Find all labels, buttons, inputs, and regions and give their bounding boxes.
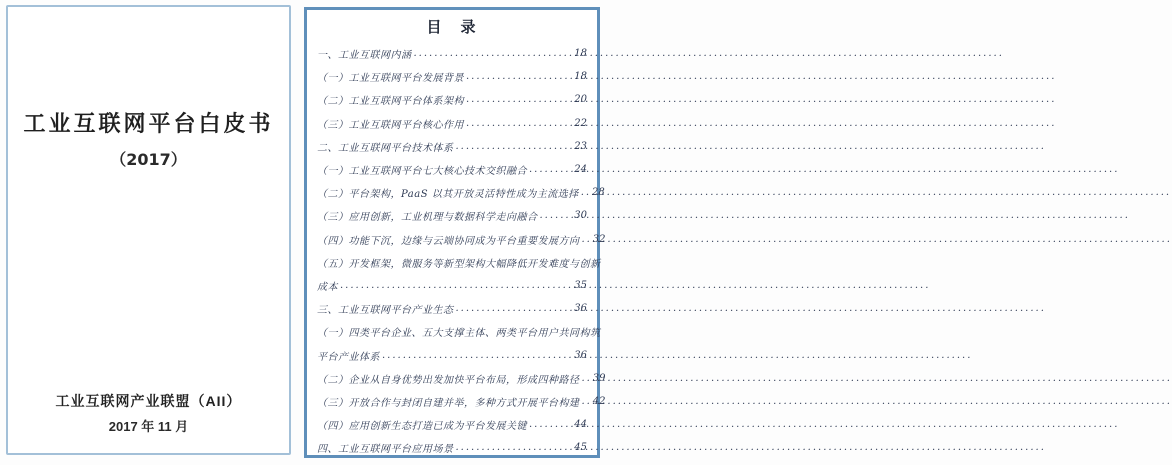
toc-entry-title: 四、工业互联网平台应用场景 — [317, 444, 454, 456]
toc-dot-leader — [582, 396, 586, 407]
toc-dot-leader — [466, 71, 567, 82]
toc-page-number: 18 — [574, 71, 587, 83]
toc-list — [307, 37, 606, 459]
toc-page-number: 44 — [574, 419, 587, 431]
cover-year: （2017） — [110, 150, 187, 169]
toc-entry-title: （五）开发框架，微服务等新型架构大幅降低开发难度与创新 — [317, 258, 601, 270]
toc-page-number: 24 — [574, 164, 587, 176]
toc-entry — [317, 42, 587, 65]
toc-page-number: 42 — [592, 395, 606, 407]
toc-entry-title: （二）企业从自身优势出发加快平台布局，形成四种路径 — [317, 374, 580, 386]
toc-entry-title: 一、工业互联网内涵 — [317, 50, 412, 62]
toc-entry — [317, 413, 587, 436]
cover-page — [6, 5, 291, 455]
toc-entry-title: （四）功能下沉，边缘与云端协同成为平台重要发展方向 — [317, 235, 580, 247]
toc-dot-leader — [382, 350, 567, 361]
toc-entry-title-continued: 成本 — [317, 281, 338, 293]
cover-date: 2017 年 11 月 — [108, 419, 189, 434]
toc-dot-leader — [582, 373, 586, 384]
toc-dot-leader — [466, 94, 567, 105]
toc-entry — [317, 112, 587, 135]
toc-entry-title: （二）平台架构，PaaS 以其开放灵活特性成为主流选择 — [317, 189, 579, 201]
toc-entry-continuation — [317, 274, 587, 297]
toc-entry-continuation — [317, 343, 587, 366]
toc-entry-title: （三）工业互联网平台核心作用 — [317, 119, 464, 131]
toc-entry — [317, 251, 601, 274]
toc-entry — [317, 320, 601, 343]
toc-entry — [317, 367, 606, 390]
toc-dot-leader — [456, 442, 568, 453]
toc-page-number: 23 — [574, 140, 587, 152]
toc-page-number: 20 — [574, 94, 587, 106]
toc-entry — [317, 65, 587, 88]
toc-entry — [317, 297, 587, 320]
toc-dot-leader — [529, 164, 567, 175]
toc-entry — [317, 88, 587, 111]
toc-page — [304, 7, 606, 458]
toc-dot-leader — [414, 48, 568, 59]
toc-page-number: 45 — [574, 442, 587, 454]
cover-title: 工业互联网平台白皮书 — [23, 112, 274, 137]
toc-dot-leader — [456, 141, 568, 152]
toc-entry — [317, 181, 605, 204]
toc-heading: 目 录 — [426, 18, 478, 36]
toc-entry-title-continued: 平台产业体系 — [317, 351, 380, 363]
toc-entry-title: （三）开放合作与封闭自建并举，多种方式开展平台构建 — [317, 397, 580, 409]
toc-entry-title: （二）工业互联网平台体系架构 — [317, 96, 464, 108]
toc-page-number: 32 — [592, 233, 606, 245]
toc-entry — [317, 135, 587, 158]
toc-page-number: 28 — [592, 187, 605, 199]
toc-entry — [317, 204, 587, 227]
toc-entry-title: （一）工业互联网平台发展背景 — [317, 73, 464, 85]
toc-page-number: 22 — [574, 117, 587, 129]
toc-dot-leader — [529, 419, 567, 430]
toc-page-number: 35 — [574, 279, 587, 291]
toc-entry — [317, 436, 587, 459]
toc-page-number: 30 — [574, 210, 587, 222]
toc-page-number: 36 — [574, 349, 587, 361]
toc-entry-title: （一）四类平台企业、五大支撑主体、两类平台用户共同构筑 — [317, 328, 601, 340]
toc-dot-leader — [456, 303, 568, 314]
toc-dot-leader — [340, 280, 567, 291]
toc-dot-leader — [581, 187, 585, 198]
toc-page-number: 36 — [574, 303, 587, 315]
toc-entry-title: （四）应用创新生态打造已成为平台发展关键 — [317, 421, 527, 433]
toc-page-number: 18 — [574, 48, 587, 60]
cover-publisher: 工业互联网产业联盟（AII） — [55, 393, 242, 409]
toc-entry — [317, 158, 587, 181]
toc-entry-title: 二、工业互联网平台技术体系 — [317, 142, 454, 154]
toc-dot-leader — [540, 210, 568, 221]
toc-entry-title: （一）工业互联网平台七大核心技术交织融合 — [317, 166, 527, 178]
toc-entry — [317, 390, 606, 413]
toc-page-number: 39 — [592, 372, 606, 384]
toc-entry-title: （三）应用创新，工业机理与数据科学走向融合 — [317, 212, 538, 224]
toc-dot-leader — [466, 118, 567, 129]
toc-entry-title: 三、工业互联网平台产业生态 — [317, 305, 454, 317]
toc-dot-leader — [582, 234, 586, 245]
toc-entry — [317, 228, 606, 251]
